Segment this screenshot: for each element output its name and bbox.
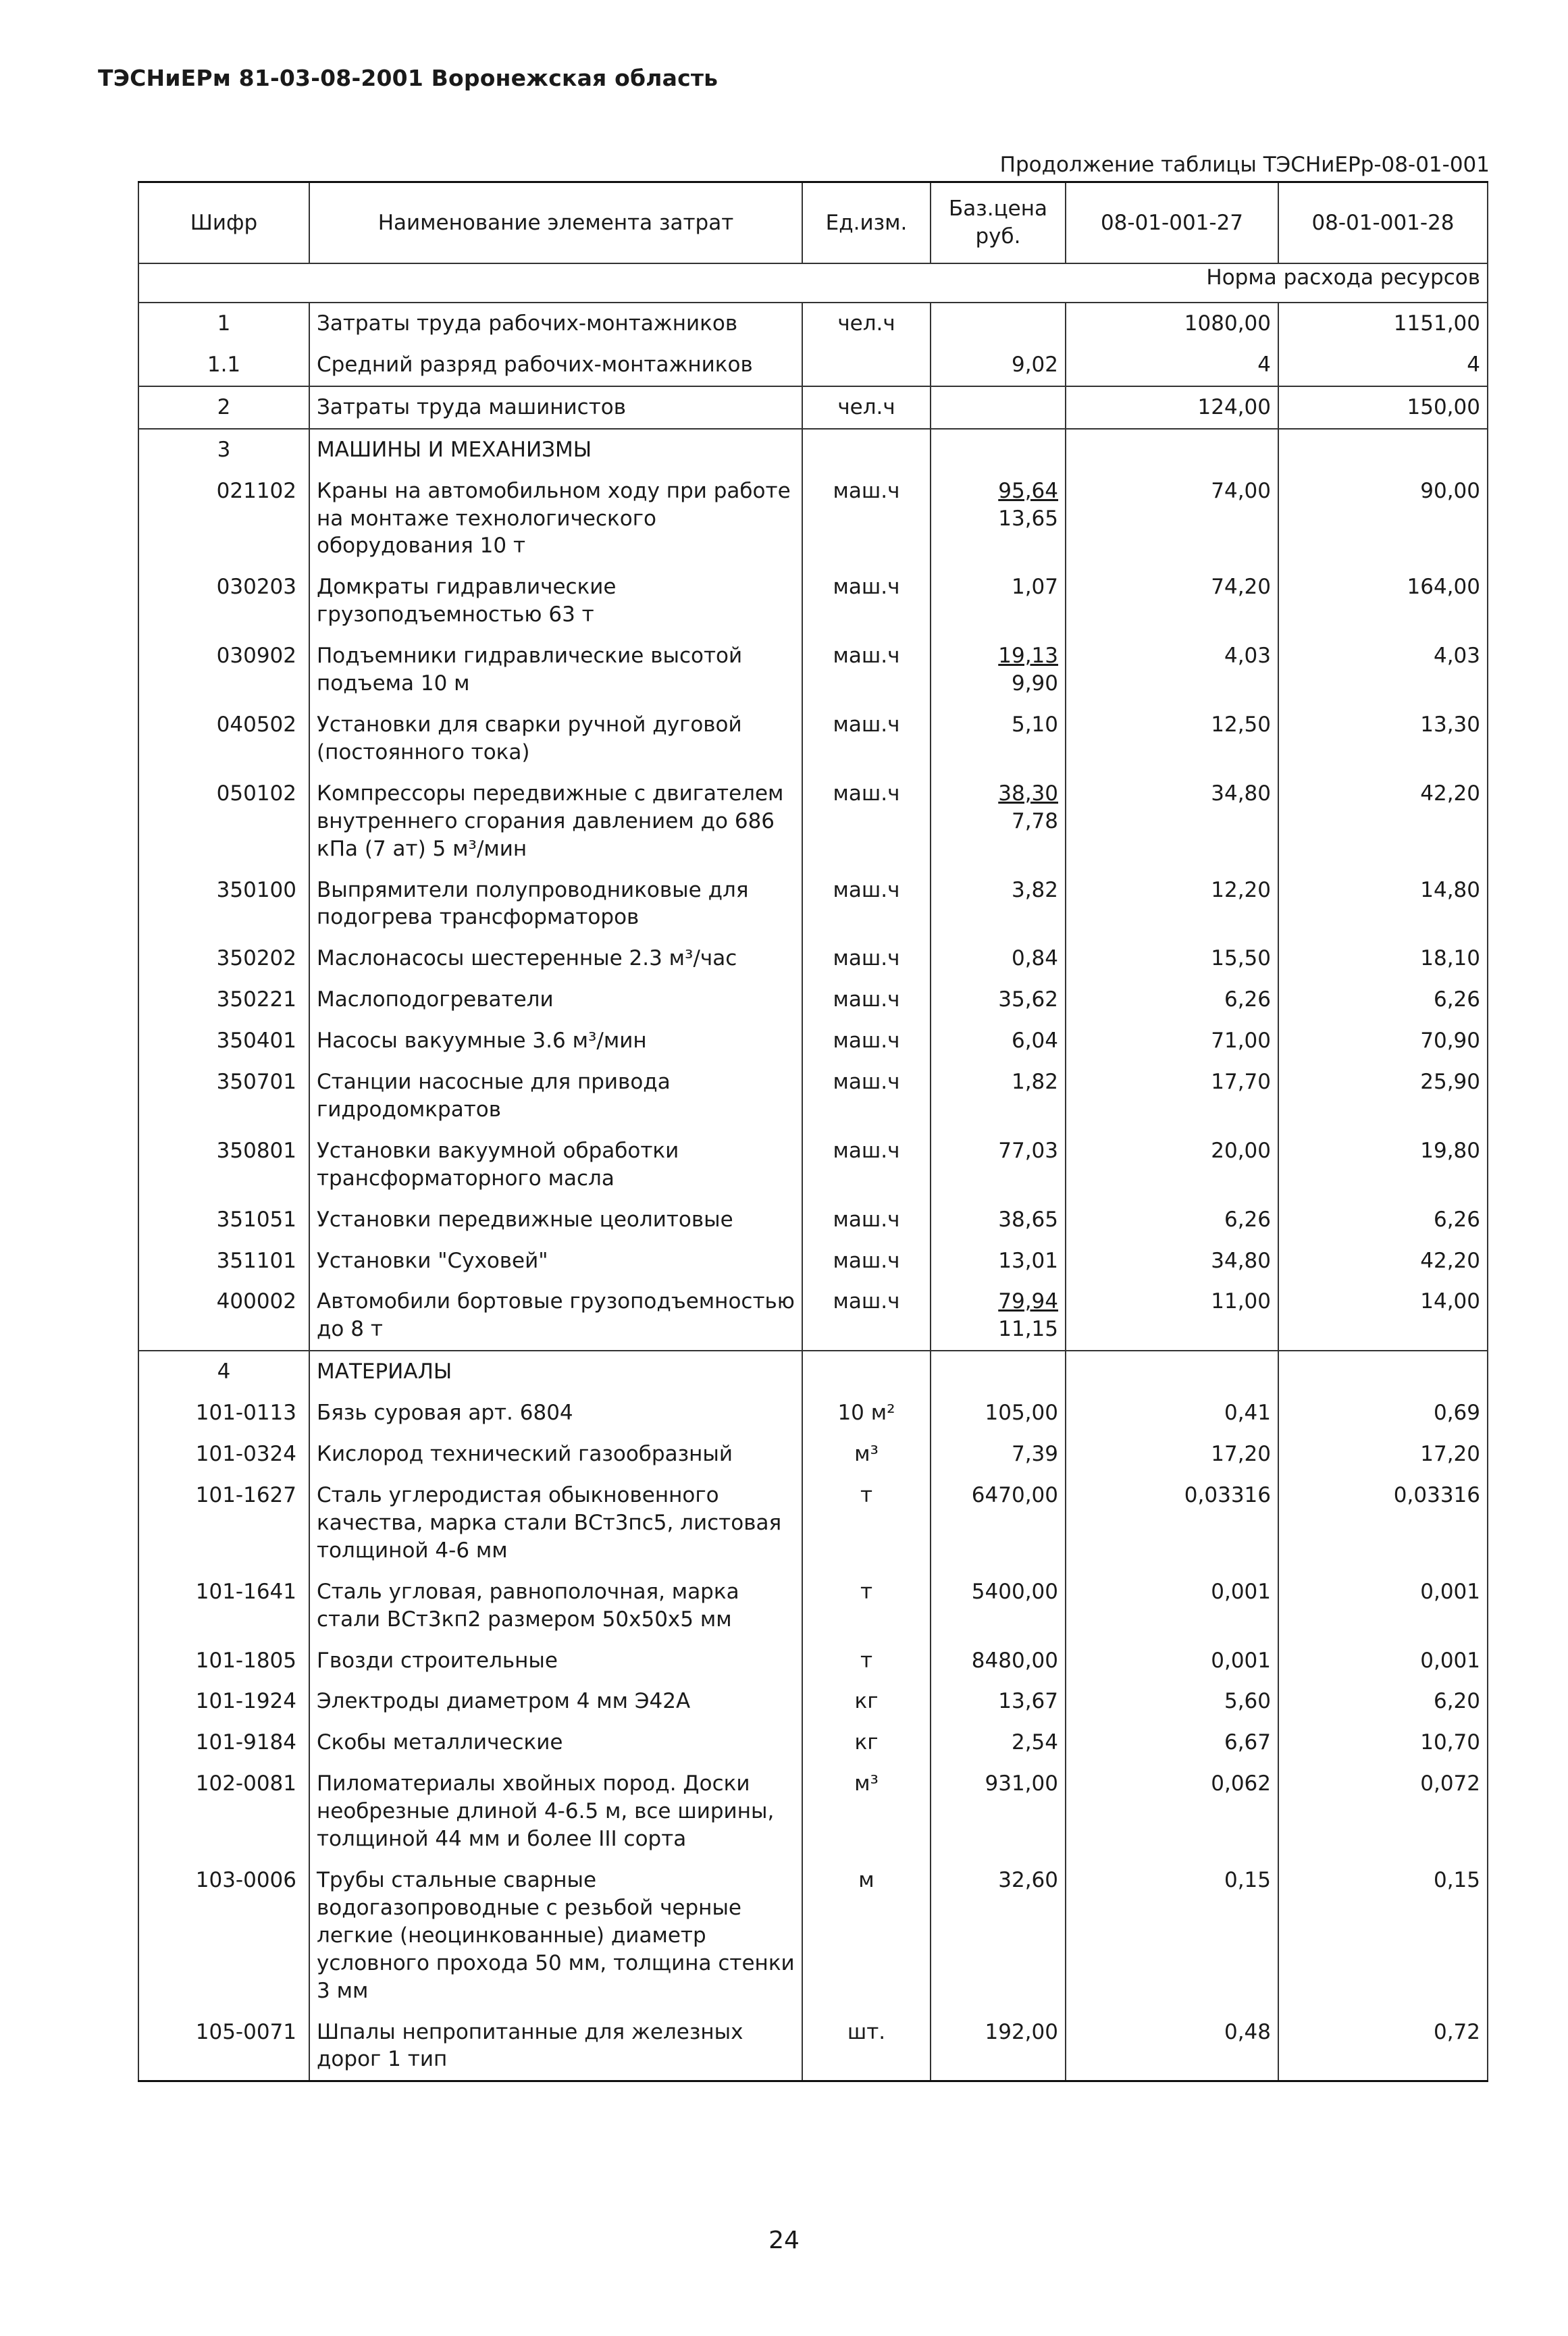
- cell-price: [931, 429, 1066, 471]
- cell-08-01-001-27: 124,00: [1066, 386, 1278, 429]
- cell-unit: [802, 344, 931, 386]
- cell-08-01-001-27: 6,26: [1066, 979, 1278, 1020]
- table-row: [138, 429, 1488, 471]
- page-number: 24: [768, 2227, 800, 2254]
- price-wage: 13,65: [998, 506, 1058, 531]
- price-fraction: [998, 780, 1058, 835]
- cell-price: 8480,00: [931, 1640, 1066, 1682]
- cell-08-01-001-28: 0,072: [1278, 1763, 1488, 1860]
- cell-code: 1: [138, 303, 309, 344]
- cell-08-01-001-28: 0,69: [1278, 1393, 1488, 1434]
- cell-08-01-001-28: 4,03: [1278, 635, 1488, 704]
- cell-unit: маш.ч: [802, 773, 931, 870]
- cell-code: 350221: [138, 979, 309, 1020]
- cell-08-01-001-28: 13,30: [1278, 704, 1488, 773]
- cell-08-01-001-27: 12,50: [1066, 704, 1278, 773]
- cell-08-01-001-28: 6,26: [1278, 979, 1488, 1020]
- cell-name: Маслоподогреватели: [309, 979, 802, 1020]
- table-row: [138, 1572, 1488, 1640]
- cell-08-01-001-27: 17,70: [1066, 1062, 1278, 1131]
- cell-08-01-001-28: 0,001: [1278, 1640, 1488, 1682]
- cell-price: 35,62: [931, 979, 1066, 1020]
- cell-unit: маш.ч: [802, 1199, 931, 1241]
- cell-name: Скобы металлические: [309, 1722, 802, 1763]
- cell-08-01-001-28: [1278, 1351, 1488, 1393]
- cell-name: Подъемники гидравлические высотой подъема 10 м: [309, 635, 802, 704]
- cell-08-01-001-27: 1080,00: [1066, 303, 1278, 344]
- cell-unit: чел.ч: [802, 303, 931, 344]
- cell-08-01-001-28: 70,90: [1278, 1020, 1488, 1062]
- cell-code: 101-1924: [138, 1681, 309, 1722]
- cell-price: [931, 773, 1066, 870]
- cell-name: Краны на автомобильном ходу при работе на монтаже технологического оборудования 10 т: [309, 471, 802, 567]
- cell-name: Пиломатериалы хвойных пород. Доски необрезные длиной 4-6.5 м, все ширины, толщиной 44 мм и более III сорта: [309, 1763, 802, 1860]
- cell-price: [931, 1351, 1066, 1393]
- cell-price: [931, 1281, 1066, 1351]
- cell-unit: шт.: [802, 2012, 931, 2081]
- cell-code: 101-1805: [138, 1640, 309, 1682]
- column-header-08-01-001-28: 08-01-001-28: [1278, 182, 1488, 264]
- cell-unit: м³: [802, 1763, 931, 1860]
- cell-price: 6,04: [931, 1020, 1066, 1062]
- cell-price: 13,01: [931, 1241, 1066, 1282]
- cell-code: 3: [138, 429, 309, 471]
- column-header-code: Шифр: [138, 182, 309, 264]
- cell-08-01-001-27: 34,80: [1066, 773, 1278, 870]
- cell-code: 350401: [138, 1020, 309, 1062]
- cell-name: Установки "Суховей": [309, 1241, 802, 1282]
- table-row: [138, 1475, 1488, 1572]
- cell-08-01-001-28: 0,001: [1278, 1572, 1488, 1640]
- column-header-name: Наименование элемента затрат: [309, 182, 802, 264]
- price-total: 19,13: [998, 644, 1058, 669]
- cell-unit: маш.ч: [802, 979, 931, 1020]
- cell-price: 32,60: [931, 1860, 1066, 2012]
- cell-08-01-001-28: 1151,00: [1278, 303, 1488, 344]
- cell-08-01-001-28: 25,90: [1278, 1062, 1488, 1131]
- table-row: [138, 1062, 1488, 1131]
- cell-code: 102-0081: [138, 1763, 309, 1860]
- cell-unit: маш.ч: [802, 1020, 931, 1062]
- cell-08-01-001-28: 164,00: [1278, 567, 1488, 635]
- cell-08-01-001-28: 6,26: [1278, 1199, 1488, 1241]
- cell-code: 400002: [138, 1281, 309, 1351]
- cell-price: 38,65: [931, 1199, 1066, 1241]
- cell-price: 192,00: [931, 2012, 1066, 2081]
- cell-price: [931, 471, 1066, 567]
- cell-code: 351051: [138, 1199, 309, 1241]
- cell-08-01-001-28: 0,72: [1278, 2012, 1488, 2081]
- cell-unit: кг: [802, 1681, 931, 1722]
- cell-code: 350202: [138, 938, 309, 979]
- cell-unit: маш.ч: [802, 1131, 931, 1199]
- cell-code: 101-0113: [138, 1393, 309, 1434]
- cell-code: 351101: [138, 1241, 309, 1282]
- cell-08-01-001-28: [1278, 429, 1488, 471]
- cell-code: 101-0324: [138, 1434, 309, 1475]
- cell-code: 030203: [138, 567, 309, 635]
- cell-08-01-001-27: 0,48: [1066, 2012, 1278, 2081]
- cell-unit: т: [802, 1572, 931, 1640]
- cell-price: 6470,00: [931, 1475, 1066, 1572]
- cell-name: Затраты труда машинистов: [309, 386, 802, 429]
- table-row: [138, 1281, 1488, 1351]
- cell-code: 030902: [138, 635, 309, 704]
- cell-name: Компрессоры передвижные с двигателем внутреннего сгорания давлением до 686 кПа (7 ат) 5 м³/мин: [309, 773, 802, 870]
- cell-code: 4: [138, 1351, 309, 1393]
- cell-08-01-001-27: 15,50: [1066, 938, 1278, 979]
- cell-unit: т: [802, 1640, 931, 1682]
- table-row: [138, 567, 1488, 635]
- cell-08-01-001-28: 14,80: [1278, 870, 1488, 939]
- cell-unit: т: [802, 1475, 931, 1572]
- table-row: [138, 1681, 1488, 1722]
- cell-unit: маш.ч: [802, 1062, 931, 1131]
- table-row: [138, 1020, 1488, 1062]
- cell-code: 050102: [138, 773, 309, 870]
- cell-price: 3,82: [931, 870, 1066, 939]
- cell-08-01-001-27: 0,41: [1066, 1393, 1278, 1434]
- cell-name: Средний разряд рабочих-монтажников: [309, 344, 802, 386]
- cell-name: Затраты труда рабочих-монтажников: [309, 303, 802, 344]
- table-continuation-caption: Продолжение таблицы ТЭСНиЕРр-08-01-001: [999, 153, 1490, 177]
- cell-08-01-001-27: [1066, 1351, 1278, 1393]
- cell-name: Выпрямители полупроводниковые для подогрева трансформаторов: [309, 870, 802, 939]
- table-row: [138, 1722, 1488, 1763]
- cell-name: Маслонасосы шестеренные 2.3 м³/час: [309, 938, 802, 979]
- cell-price: 5,10: [931, 704, 1066, 773]
- cell-code: 101-1641: [138, 1572, 309, 1640]
- cell-name: Кислород технический газообразный: [309, 1434, 802, 1475]
- cell-name: Домкраты гидравлические грузоподъемностью 63 т: [309, 567, 802, 635]
- cell-code: 021102: [138, 471, 309, 567]
- cell-name: Установки для сварки ручной дуговой (постоянного тока): [309, 704, 802, 773]
- cell-price: 931,00: [931, 1763, 1066, 1860]
- cell-price: 105,00: [931, 1393, 1066, 1434]
- table-row: [138, 635, 1488, 704]
- table-row: [138, 1763, 1488, 1860]
- table-row: [138, 704, 1488, 773]
- cell-unit: маш.ч: [802, 1241, 931, 1282]
- table-row: [138, 1640, 1488, 1682]
- cell-08-01-001-27: 4,03: [1066, 635, 1278, 704]
- cell-name: Электроды диаметром 4 мм Э42А: [309, 1681, 802, 1722]
- cell-08-01-001-28: 150,00: [1278, 386, 1488, 429]
- cell-08-01-001-28: 14,00: [1278, 1281, 1488, 1351]
- cell-name: Гвозди строительные: [309, 1640, 802, 1682]
- table-row: [138, 979, 1488, 1020]
- cell-name: Сталь угловая, равнополочная, марка стали ВСт3кп2 размером 50х50х5 мм: [309, 1572, 802, 1640]
- norm-row: [138, 263, 1488, 303]
- price-fraction: [998, 642, 1058, 698]
- cell-08-01-001-27: [1066, 429, 1278, 471]
- cell-08-01-001-28: 42,20: [1278, 773, 1488, 870]
- cell-name: Шпалы непропитанные для железных дорог 1 тип: [309, 2012, 802, 2081]
- cell-08-01-001-28: 4: [1278, 344, 1488, 386]
- table-row: [138, 303, 1488, 344]
- table-row: [138, 471, 1488, 567]
- cell-08-01-001-27: 6,67: [1066, 1722, 1278, 1763]
- table-row: [138, 1860, 1488, 2012]
- cell-code: 350100: [138, 870, 309, 939]
- cell-unit: 10 м²: [802, 1393, 931, 1434]
- cell-unit: маш.ч: [802, 635, 931, 704]
- cell-price: 7,39: [931, 1434, 1066, 1475]
- column-header-unit: Ед.изм.: [802, 182, 931, 264]
- column-header-price: Баз.цена руб.: [931, 182, 1066, 264]
- table-row: [138, 344, 1488, 386]
- cell-08-01-001-28: 6,20: [1278, 1681, 1488, 1722]
- column-header-08-01-001-27: 08-01-001-27: [1066, 182, 1278, 264]
- table-row: [138, 386, 1488, 429]
- cell-08-01-001-28: 10,70: [1278, 1722, 1488, 1763]
- cell-name: МАТЕРИАЛЫ: [309, 1351, 802, 1393]
- cell-price: 1,82: [931, 1062, 1066, 1131]
- cell-08-01-001-28: 19,80: [1278, 1131, 1488, 1199]
- table-row: [138, 773, 1488, 870]
- cell-08-01-001-28: 0,15: [1278, 1860, 1488, 2012]
- cell-code: 103-0006: [138, 1860, 309, 2012]
- cell-price: [931, 303, 1066, 344]
- cell-unit: маш.ч: [802, 471, 931, 567]
- table-header-row: [138, 182, 1488, 264]
- cell-unit: маш.ч: [802, 938, 931, 979]
- cell-code: 101-9184: [138, 1722, 309, 1763]
- cell-name: Станции насосные для привода гидродомкратов: [309, 1062, 802, 1131]
- price-fraction: [998, 1288, 1058, 1343]
- cell-08-01-001-27: 4: [1066, 344, 1278, 386]
- price-total: 79,94: [998, 1289, 1058, 1314]
- price-wage: 9,90: [1011, 671, 1058, 696]
- table-row: [138, 938, 1488, 979]
- cell-price: 9,02: [931, 344, 1066, 386]
- cell-unit: м: [802, 1860, 931, 2012]
- cell-name: МАШИНЫ И МЕХАНИЗМЫ: [309, 429, 802, 471]
- cell-08-01-001-27: 20,00: [1066, 1131, 1278, 1199]
- price-total: 95,64: [998, 478, 1058, 503]
- cell-08-01-001-28: 17,20: [1278, 1434, 1488, 1475]
- cell-08-01-001-28: 18,10: [1278, 938, 1488, 979]
- cell-code: 105-0071: [138, 2012, 309, 2081]
- cell-08-01-001-27: 34,80: [1066, 1241, 1278, 1282]
- price-wage: 11,15: [998, 1317, 1058, 1342]
- cell-unit: кг: [802, 1722, 931, 1763]
- cell-08-01-001-28: 0,03316: [1278, 1475, 1488, 1572]
- cell-unit: [802, 1351, 931, 1393]
- cell-unit: маш.ч: [802, 704, 931, 773]
- table-row: [138, 1131, 1488, 1199]
- cell-code: 350801: [138, 1131, 309, 1199]
- cell-08-01-001-27: 17,20: [1066, 1434, 1278, 1475]
- cell-price: [931, 386, 1066, 429]
- table-row: [138, 1393, 1488, 1434]
- cell-08-01-001-27: 0,15: [1066, 1860, 1278, 2012]
- cell-price: 0,84: [931, 938, 1066, 979]
- cell-name: Насосы вакуумные 3.6 м³/мин: [309, 1020, 802, 1062]
- cell-08-01-001-28: 42,20: [1278, 1241, 1488, 1282]
- price-total: 38,30: [998, 781, 1058, 806]
- cell-price: 1,07: [931, 567, 1066, 635]
- price-fraction: [998, 477, 1058, 533]
- table-row: [138, 1351, 1488, 1393]
- cell-price: 13,67: [931, 1681, 1066, 1722]
- cell-price: 2,54: [931, 1722, 1066, 1763]
- cell-price: 77,03: [931, 1131, 1066, 1199]
- cell-08-01-001-27: 12,20: [1066, 870, 1278, 939]
- resource-norms-table: [138, 181, 1488, 2082]
- cell-08-01-001-27: 5,60: [1066, 1681, 1278, 1722]
- cell-name: Бязь суровая арт. 6804: [309, 1393, 802, 1434]
- cell-08-01-001-27: 0,001: [1066, 1640, 1278, 1682]
- cell-08-01-001-27: 6,26: [1066, 1199, 1278, 1241]
- table-row: [138, 1241, 1488, 1282]
- cell-unit: [802, 429, 931, 471]
- table-row: [138, 1434, 1488, 1475]
- cell-08-01-001-27: 11,00: [1066, 1281, 1278, 1351]
- cell-unit: маш.ч: [802, 1281, 931, 1351]
- cell-code: 350701: [138, 1062, 309, 1131]
- cell-unit: чел.ч: [802, 386, 931, 429]
- cell-name: Установки передвижные цеолитовые: [309, 1199, 802, 1241]
- cell-code: 1.1: [138, 344, 309, 386]
- table-row: [138, 870, 1488, 939]
- table-row: [138, 2012, 1488, 2081]
- cell-price: [931, 635, 1066, 704]
- cell-code: 2: [138, 386, 309, 429]
- cell-08-01-001-27: 74,20: [1066, 567, 1278, 635]
- price-wage: 7,78: [1011, 808, 1058, 833]
- cell-08-01-001-28: 90,00: [1278, 471, 1488, 567]
- cell-08-01-001-27: 0,03316: [1066, 1475, 1278, 1572]
- cell-code: 040502: [138, 704, 309, 773]
- norm-label: Норма расхода ресурсов: [138, 263, 1488, 303]
- cell-08-01-001-27: 71,00: [1066, 1020, 1278, 1062]
- cell-unit: маш.ч: [802, 870, 931, 939]
- cell-name: Сталь углеродистая обыкновенного качества, марка стали ВСт3пс5, листовая толщиной 4-6 мм: [309, 1475, 802, 1572]
- cell-unit: м³: [802, 1434, 931, 1475]
- cell-08-01-001-27: 74,00: [1066, 471, 1278, 567]
- cell-unit: маш.ч: [802, 567, 931, 635]
- cell-name: Автомобили бортовые грузоподъемностью до 8 т: [309, 1281, 802, 1351]
- cell-price: 5400,00: [931, 1572, 1066, 1640]
- cell-name: Установки вакуумной обработки трансформаторного масла: [309, 1131, 802, 1199]
- cell-08-01-001-27: 0,062: [1066, 1763, 1278, 1860]
- cell-name: Трубы стальные сварные водогазопроводные с резьбой черные легкие (неоцинкованные) диаметр условного прохода 50 мм, толщина стенки 3 мм: [309, 1860, 802, 2012]
- cell-08-01-001-27: 0,001: [1066, 1572, 1278, 1640]
- document-title: ТЭСНиЕРм 81-03-08-2001 Воронежская область: [98, 65, 718, 91]
- table-row: [138, 1199, 1488, 1241]
- cell-code: 101-1627: [138, 1475, 309, 1572]
